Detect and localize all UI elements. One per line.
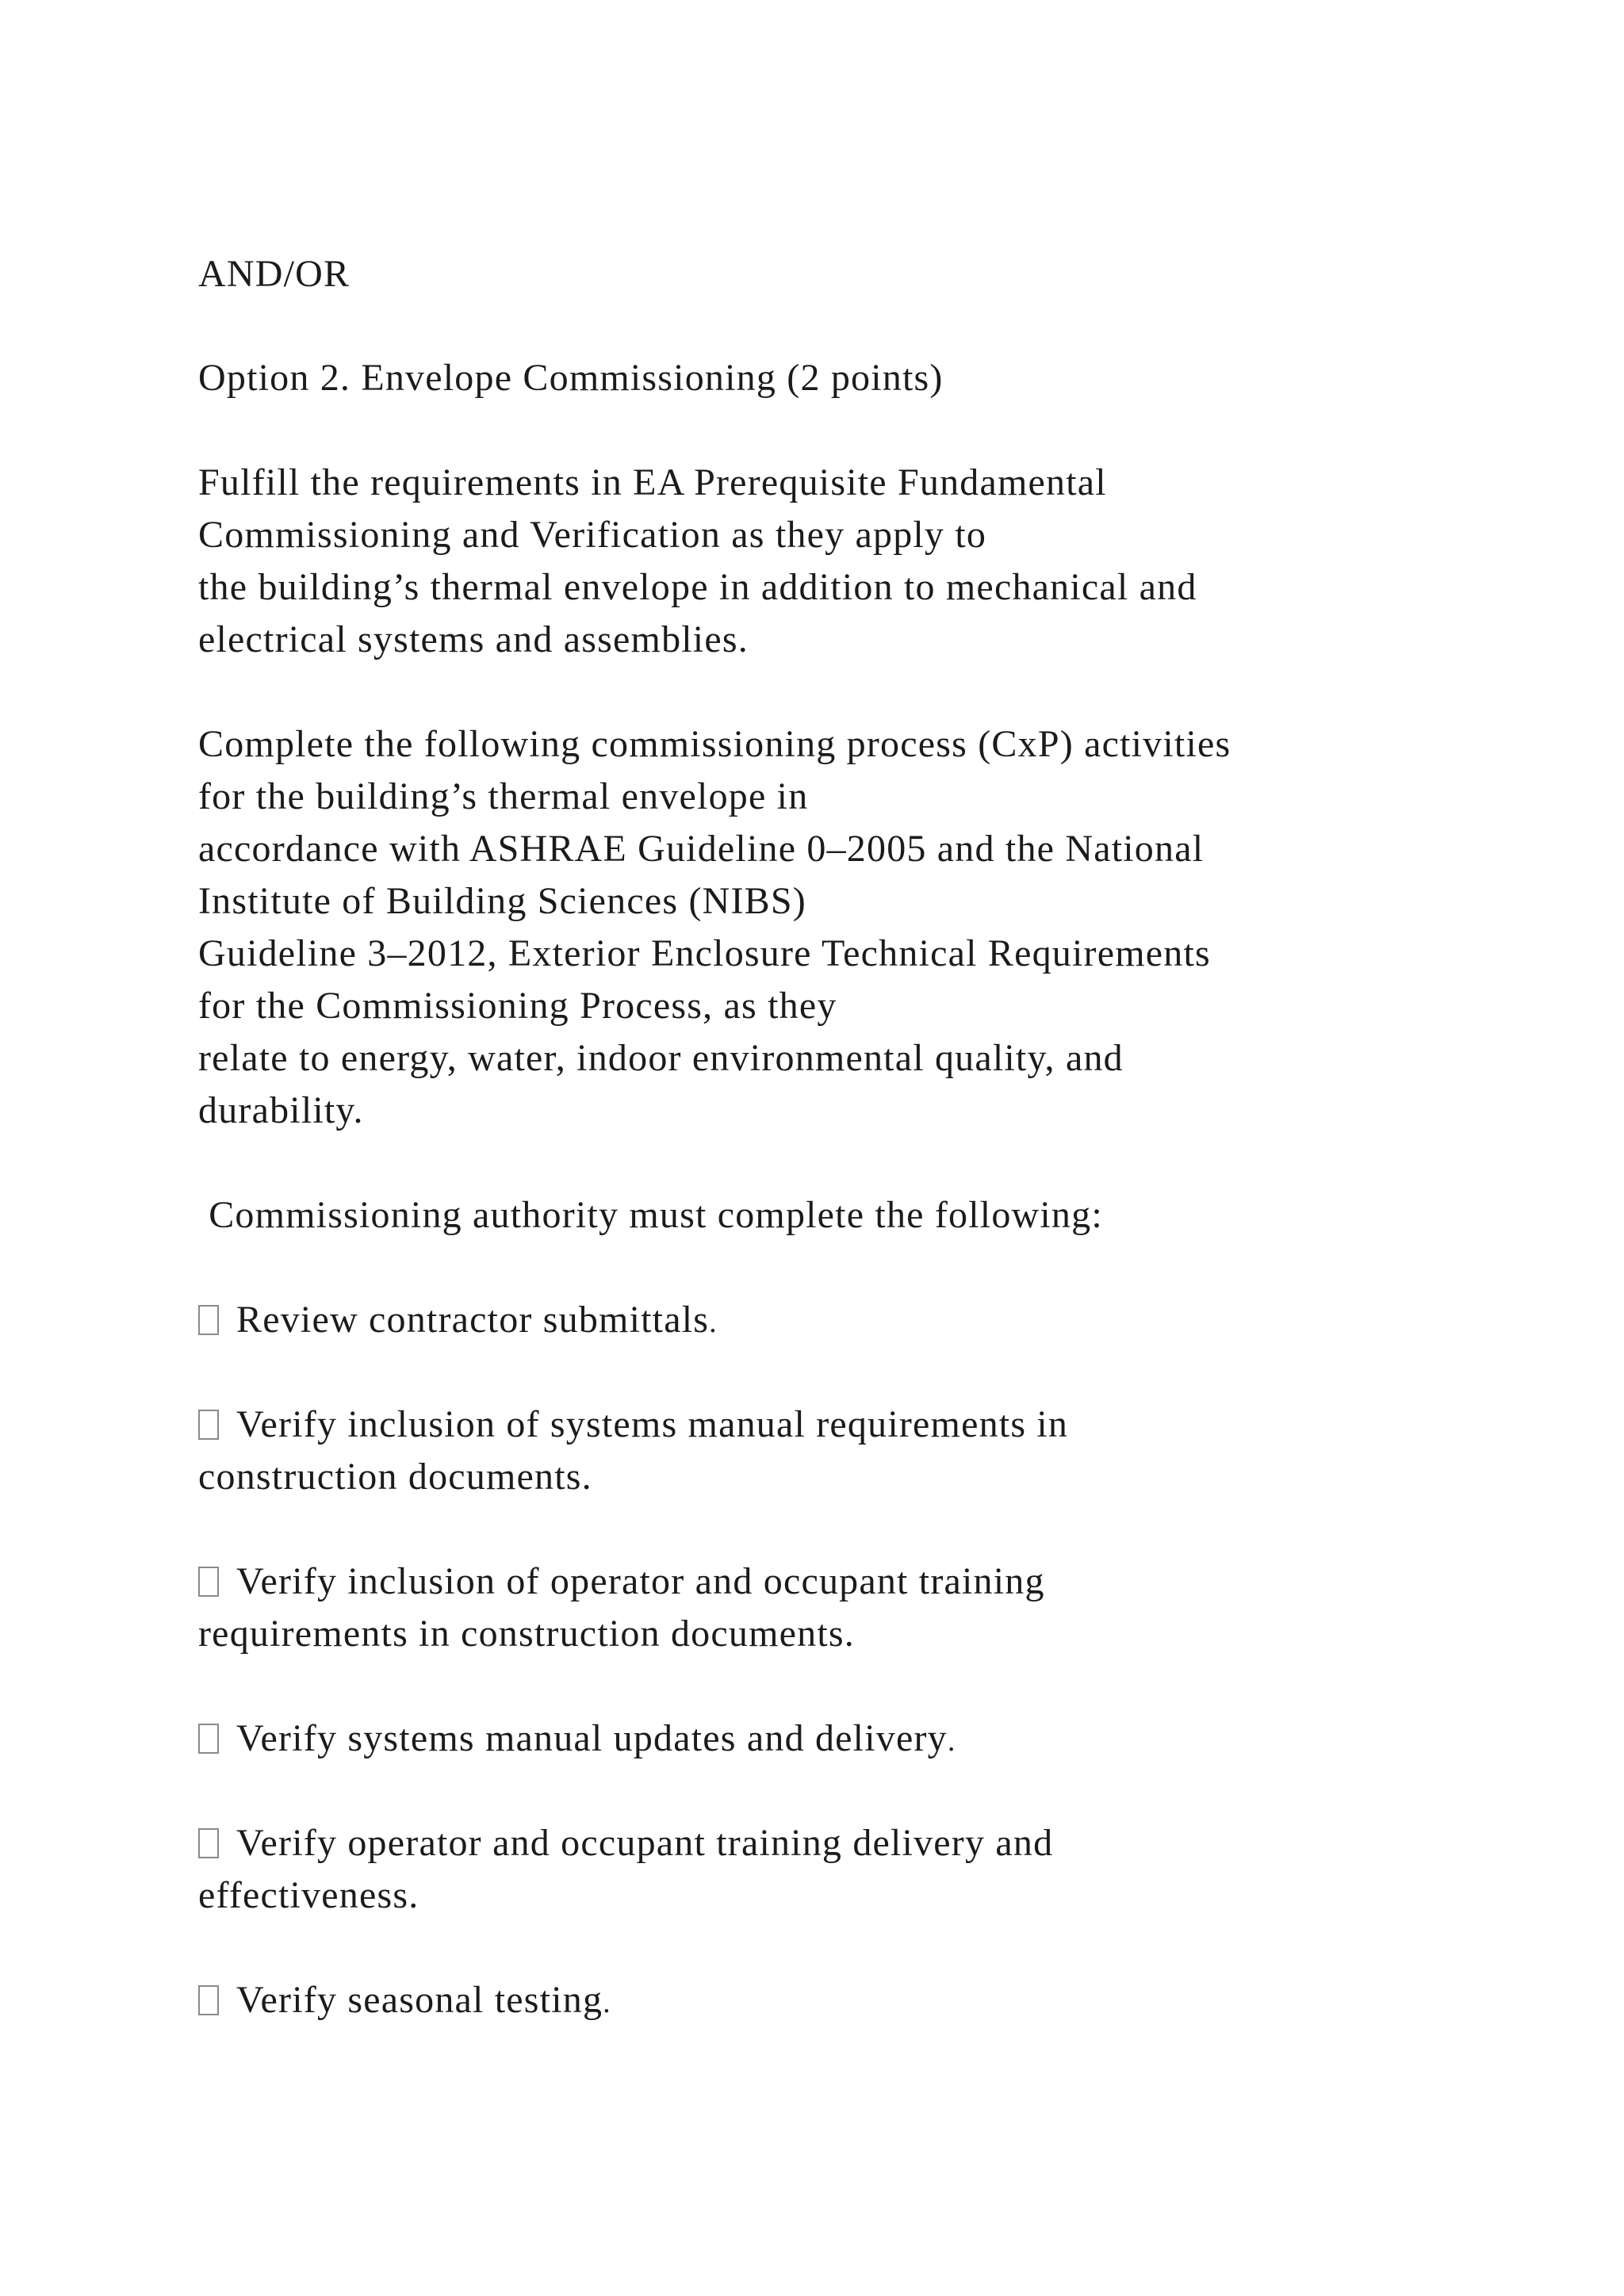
para1-line-2: Commissioning and Verification as they apply to [198, 514, 987, 556]
authority-intro: Commissioning authority must complete the following: [198, 1194, 1103, 1236]
para2-line-4: Institute of Building Sciences (NIBS) [198, 880, 806, 922]
checkbox-placeholder-icon [198, 1724, 219, 1754]
para1-line-1: Fulfill the requirements in EA Prerequisite Fundamental [198, 461, 1107, 503]
para2-line-1: Complete the following commissioning process (CxP) activities [198, 723, 1231, 765]
checkbox-placeholder-icon [198, 1305, 219, 1335]
bullet-text: Verify inclusion of operator and occupant training [236, 1560, 1045, 1602]
bullet-item-2-continuation: construction documents. [198, 1456, 592, 1498]
bullet-text: Verify seasonal testing [236, 1979, 603, 2021]
para1-line-4: electrical systems and assemblies. [198, 618, 749, 660]
para2-line-8: durability. [198, 1089, 364, 1131]
bullet-text: Review contractor submittals [236, 1299, 710, 1341]
bullet-text: Verify inclusion of systems manual requirements in [236, 1403, 1069, 1445]
para1-line-3: the building’s thermal envelope in addition to mechanical and [198, 566, 1197, 608]
option-heading: Option 2. Envelope Commissioning (2 points) [198, 357, 944, 399]
bullet-item-3 [198, 1556, 1045, 1608]
para2-line-6: for the Commissioning Process, as they [198, 985, 837, 1027]
para2-line-7: relate to energy, water, indoor environmental quality, and [198, 1037, 1124, 1079]
bullet-item-2 [198, 1399, 1068, 1451]
bullet-item-6 [198, 1974, 611, 2026]
bullet-item-5-continuation: effectiveness. [198, 1874, 419, 1916]
checkbox-placeholder-icon [198, 1828, 219, 1858]
checkbox-placeholder-icon [198, 1985, 219, 2015]
checkbox-placeholder-icon [198, 1567, 219, 1597]
bullet-period: . [709, 1306, 718, 1339]
bullet-item-5 [198, 1817, 1053, 1869]
bullet-text: Verify operator and occupant training delivery and [236, 1822, 1054, 1864]
bullet-item-1 [198, 1294, 718, 1346]
para2-line-5: Guideline 3–2012, Exterior Enclosure Technical Requirements [198, 932, 1211, 974]
connector-text: AND/OR [198, 253, 350, 295]
para2-line-3: accordance with ASHRAE Guideline 0–2005 and the National [198, 828, 1205, 870]
para2-line-2: for the building’s thermal envelope in [198, 775, 809, 817]
checkbox-placeholder-icon [198, 1410, 219, 1440]
bullet-period: . [947, 1724, 956, 1758]
bullet-item-3-continuation: requirements in construction documents. [198, 1613, 855, 1655]
bullet-period: . [603, 1986, 611, 2019]
bullet-item-4 [198, 1712, 956, 1765]
bullet-text: Verify systems manual updates and delivery [236, 1717, 948, 1759]
